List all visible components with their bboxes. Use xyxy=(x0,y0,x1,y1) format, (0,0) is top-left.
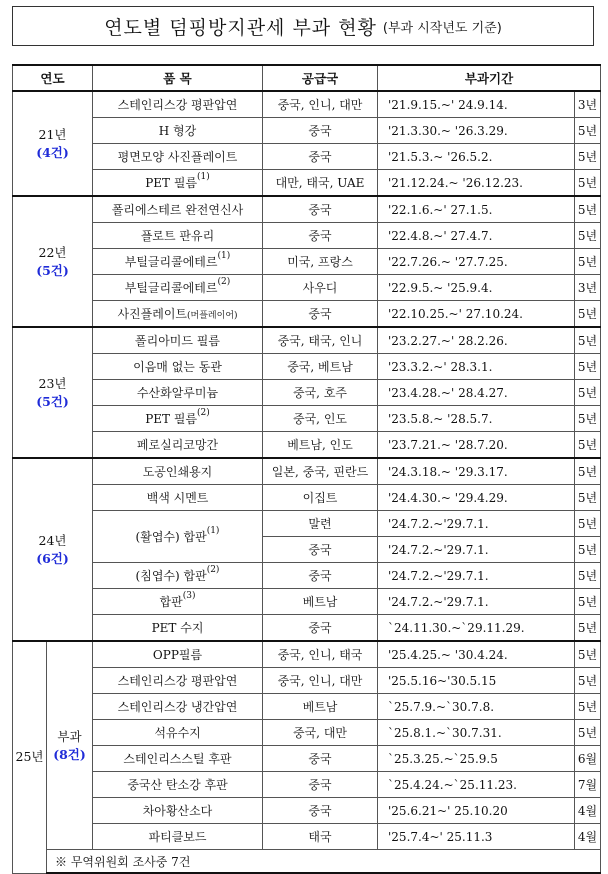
item-note: (1) xyxy=(197,172,210,182)
supplier-cell: 이집트 xyxy=(263,485,378,511)
table-row xyxy=(13,589,601,615)
period-cell: '25.7.4~' 25.11.3 xyxy=(378,824,575,850)
supplier-cell: 베트남 xyxy=(263,589,378,615)
term-cell: 5년 xyxy=(575,432,601,459)
period-cell: '24.3.18.~ '29.3.17. xyxy=(378,458,575,485)
item-text: (활엽수) 합판 xyxy=(135,530,207,544)
item-cell: 폴리에스테르 완전연신사 xyxy=(93,196,263,223)
year-label: 22년 xyxy=(38,244,67,260)
term-cell: 5년 xyxy=(575,720,601,746)
title-box xyxy=(12,6,594,46)
supplier-cell: 미국, 프랑스 xyxy=(263,249,378,275)
period-cell: '21.3.30.~ '26.3.29. xyxy=(378,118,575,144)
supplier-cell: 사우디 xyxy=(263,275,378,301)
term-cell: 5년 xyxy=(575,458,601,485)
header-period: 부과기간 xyxy=(378,65,601,91)
year-cell xyxy=(13,196,93,327)
table-row xyxy=(13,563,601,589)
table-row xyxy=(13,170,601,197)
year-label: 24년 xyxy=(38,532,67,548)
table-row xyxy=(13,91,601,118)
period-cell: '21.9.15.~' 24.9.14. xyxy=(378,91,575,118)
term-cell: 5년 xyxy=(575,196,601,223)
supplier-cell: 중국, 인니, 대만 xyxy=(263,668,378,694)
year-cell xyxy=(13,458,93,641)
period-cell: '23.2.27.~' 28.2.26. xyxy=(378,327,575,354)
period-cell: '23.5.8.~ '28.5.7. xyxy=(378,406,575,432)
period-cell: '22.10.25.~' 27.10.24. xyxy=(378,301,575,328)
period-cell: '23.3.2.~' 28.3.1. xyxy=(378,354,575,380)
year-count: (4건) xyxy=(36,144,69,160)
period-cell: '22.4.8.~' 27.4.7. xyxy=(378,223,575,249)
item-text: 부틸글리콜에테르 xyxy=(124,255,218,269)
table-row xyxy=(13,249,601,275)
item-cell: OPP필름 xyxy=(93,641,263,668)
period-cell: '22.9.5.~ '25.9.4. xyxy=(378,275,575,301)
supplier-cell: 중국 xyxy=(263,563,378,589)
term-cell: 5년 xyxy=(575,118,601,144)
item-cell: 차아황산소다 xyxy=(93,798,263,824)
item-cell: 페로실리코망간 xyxy=(93,432,263,459)
item-note: (2) xyxy=(217,277,231,287)
supplier-cell: 중국, 호주 xyxy=(263,380,378,406)
table-row xyxy=(13,354,601,380)
item-cell xyxy=(93,275,263,301)
item-cell xyxy=(93,511,263,563)
period-cell: '23.4.28.~' 28.4.27. xyxy=(378,380,575,406)
header-item: 품 목 xyxy=(93,65,263,91)
item-cell: 스테인리스강 평판압연 xyxy=(93,668,263,694)
item-cell: 스테인리스강 평판압연 xyxy=(93,91,263,118)
term-cell: 5년 xyxy=(575,249,601,275)
note-row xyxy=(13,850,601,874)
period-cell: `25.8.1.~`30.7.31. xyxy=(378,720,575,746)
year-cell xyxy=(13,91,93,196)
term-cell: 5년 xyxy=(575,223,601,249)
header-year: 연도 xyxy=(13,65,93,91)
supplier-cell: 중국 xyxy=(263,772,378,798)
supplier-cell: 중국 xyxy=(263,223,378,249)
supplier-cell: 중국 xyxy=(263,301,378,328)
supplier-cell: 중국 xyxy=(263,196,378,223)
term-cell: 5년 xyxy=(575,354,601,380)
term-cell: 5년 xyxy=(575,170,601,197)
year-count: (8건) xyxy=(53,746,86,762)
item-text: 부틸글리콜에테르 xyxy=(124,281,218,295)
header-supplier: 공급국 xyxy=(263,65,378,91)
table-row xyxy=(13,458,601,485)
item-cell: 평면모양 사진플레이트 xyxy=(93,144,263,170)
term-cell: 5년 xyxy=(575,301,601,328)
year-label: 25년 xyxy=(15,749,44,765)
term-cell: 4월 xyxy=(575,824,601,850)
period-cell: '22.7.26.~ '27.7.25. xyxy=(378,249,575,275)
table-row xyxy=(13,432,601,459)
period-cell: '21.5.3.~ '26.5.2. xyxy=(378,144,575,170)
item-note: (1) xyxy=(206,526,220,536)
supplier-cell: 중국 xyxy=(263,118,378,144)
supplier-cell: 일본, 중국, 핀란드 xyxy=(263,458,378,485)
period-cell: '24.4.30.~ '29.4.29. xyxy=(378,485,575,511)
item-cell: 폴리아미드 필름 xyxy=(93,327,263,354)
supplier-cell: 중국, 베트남 xyxy=(263,354,378,380)
item-cell: 스테인리스강 냉간압연 xyxy=(93,694,263,720)
period-cell: '25.6.21~' 25.10.20 xyxy=(378,798,575,824)
period-cell: '21.12.24.~ '26.12.23. xyxy=(378,170,575,197)
period-cell: `25.4.24.~`25.11.23. xyxy=(378,772,575,798)
item-cell xyxy=(93,589,263,615)
period-cell: `25.3.25.~`25.9.5 xyxy=(378,746,575,772)
supplier-cell: 중국, 대만 xyxy=(263,720,378,746)
table-row xyxy=(13,668,601,694)
period-cell: '24.7.2.~'29.7.1. xyxy=(378,589,575,615)
year-count: (6건) xyxy=(36,550,69,566)
table-row xyxy=(13,772,601,798)
page-title: 연도별 덤핑방지관세 부과 현황 xyxy=(104,16,377,39)
item-cell xyxy=(93,301,263,328)
period-cell: '25.4.25.~ '30.4.24. xyxy=(378,641,575,668)
term-cell: 5년 xyxy=(575,694,601,720)
period-cell: '24.7.2.~'29.7.1. xyxy=(378,511,575,537)
investigation-note: ※ 무역위원회 조사중 7건 xyxy=(47,850,601,874)
table-row xyxy=(13,694,601,720)
item-text: PET 필름 xyxy=(145,176,198,190)
term-cell: 5년 xyxy=(575,563,601,589)
supplier-cell: 베트남, 인도 xyxy=(263,432,378,459)
year-cell xyxy=(13,641,47,873)
item-cell xyxy=(93,170,263,197)
item-cell: 백색 시멘트 xyxy=(93,485,263,511)
period-cell: '22.1.6.~' 27.1.5. xyxy=(378,196,575,223)
table-row xyxy=(13,824,601,850)
year-label: 21년 xyxy=(38,126,67,142)
table-row xyxy=(13,798,601,824)
item-cell: PET 수지 xyxy=(93,615,263,642)
dumping-duty-table xyxy=(12,64,601,874)
period-cell: `24.11.30.~`29.11.29. xyxy=(378,615,575,642)
subyear-cell xyxy=(47,641,93,850)
table-row xyxy=(13,485,601,511)
year-sublabel: 부과 xyxy=(57,728,82,744)
item-cell: H 형강 xyxy=(93,118,263,144)
item-note: (2) xyxy=(206,565,220,575)
item-text: PET 필름 xyxy=(145,412,198,426)
table-row xyxy=(13,641,601,668)
table-row xyxy=(13,615,601,642)
term-cell: 5년 xyxy=(575,537,601,563)
year-count: (5건) xyxy=(36,262,69,278)
item-cell: 이음매 없는 동관 xyxy=(93,354,263,380)
term-cell: 5년 xyxy=(575,641,601,668)
item-cell: 플로트 판유리 xyxy=(93,223,263,249)
period-cell: '24.7.2.~'29.7.1. xyxy=(378,537,575,563)
table-row xyxy=(13,406,601,432)
term-cell: 7월 xyxy=(575,772,601,798)
item-cell xyxy=(93,249,263,275)
table-row xyxy=(13,327,601,354)
supplier-cell: 대만, 태국, UAE xyxy=(263,170,378,197)
item-cell xyxy=(93,406,263,432)
supplier-cell: 중국 xyxy=(263,615,378,642)
item-text: 사진플레이트 xyxy=(117,307,188,321)
item-cell xyxy=(93,563,263,589)
item-cell: 석유수지 xyxy=(93,720,263,746)
period-cell: '25.5.16~'30.5.15 xyxy=(378,668,575,694)
page-subtitle: (부과 시작년도 기준) xyxy=(382,20,502,36)
term-cell: 5년 xyxy=(575,144,601,170)
year-cell xyxy=(13,327,93,458)
term-cell: 5년 xyxy=(575,485,601,511)
year-label: 23년 xyxy=(38,375,67,391)
term-cell: 5년 xyxy=(575,327,601,354)
table-row xyxy=(13,380,601,406)
term-cell: 3년 xyxy=(575,91,601,118)
term-cell: 5년 xyxy=(575,668,601,694)
supplier-cell: 말련 xyxy=(263,511,378,537)
supplier-cell: 중국 xyxy=(263,537,378,563)
item-cell: 파티클보드 xyxy=(93,824,263,850)
table-row xyxy=(13,301,601,328)
table-header-row xyxy=(13,65,601,91)
supplier-cell: 태국 xyxy=(263,824,378,850)
supplier-cell: 중국, 인니, 대만 xyxy=(263,91,378,118)
supplier-cell: 중국 xyxy=(263,144,378,170)
term-cell: 6월 xyxy=(575,746,601,772)
supplier-cell: 중국, 태국, 인니 xyxy=(263,327,378,354)
item-note: (1) xyxy=(217,251,231,261)
table-row xyxy=(13,275,601,301)
table-row xyxy=(13,746,601,772)
item-note: (3) xyxy=(182,591,196,601)
supplier-cell: 베트남 xyxy=(263,694,378,720)
period-cell: '24.7.2.~'29.7.1. xyxy=(378,563,575,589)
term-cell: 5년 xyxy=(575,380,601,406)
term-cell: 5년 xyxy=(575,406,601,432)
table-row xyxy=(13,720,601,746)
supplier-cell: 중국, 인니, 태국 xyxy=(263,641,378,668)
year-count: (5건) xyxy=(36,393,69,409)
term-cell: 5년 xyxy=(575,615,601,642)
term-cell: 5년 xyxy=(575,589,601,615)
item-suffix: (머플레이어) xyxy=(187,311,238,321)
item-text: (침엽수) 합판 xyxy=(135,569,207,583)
item-note: (2) xyxy=(197,408,210,418)
term-cell: 3년 xyxy=(575,275,601,301)
item-cell: 수산화알루미늄 xyxy=(93,380,263,406)
table-row xyxy=(13,118,601,144)
term-cell: 5년 xyxy=(575,511,601,537)
table-row xyxy=(13,196,601,223)
table-row xyxy=(13,511,601,537)
item-text: 합판 xyxy=(159,595,183,609)
table-row xyxy=(13,223,601,249)
term-cell: 4월 xyxy=(575,798,601,824)
table-row xyxy=(13,144,601,170)
period-cell: '23.7.21.~ '28.7.20. xyxy=(378,432,575,459)
period-cell: `25.7.9.~`30.7.8. xyxy=(378,694,575,720)
item-cell: 도공인쇄용지 xyxy=(93,458,263,485)
item-cell: 중국산 탄소강 후판 xyxy=(93,772,263,798)
supplier-cell: 중국, 인도 xyxy=(263,406,378,432)
supplier-cell: 중국 xyxy=(263,746,378,772)
item-cell: 스테인리스스틸 후판 xyxy=(93,746,263,772)
supplier-cell: 중국 xyxy=(263,798,378,824)
